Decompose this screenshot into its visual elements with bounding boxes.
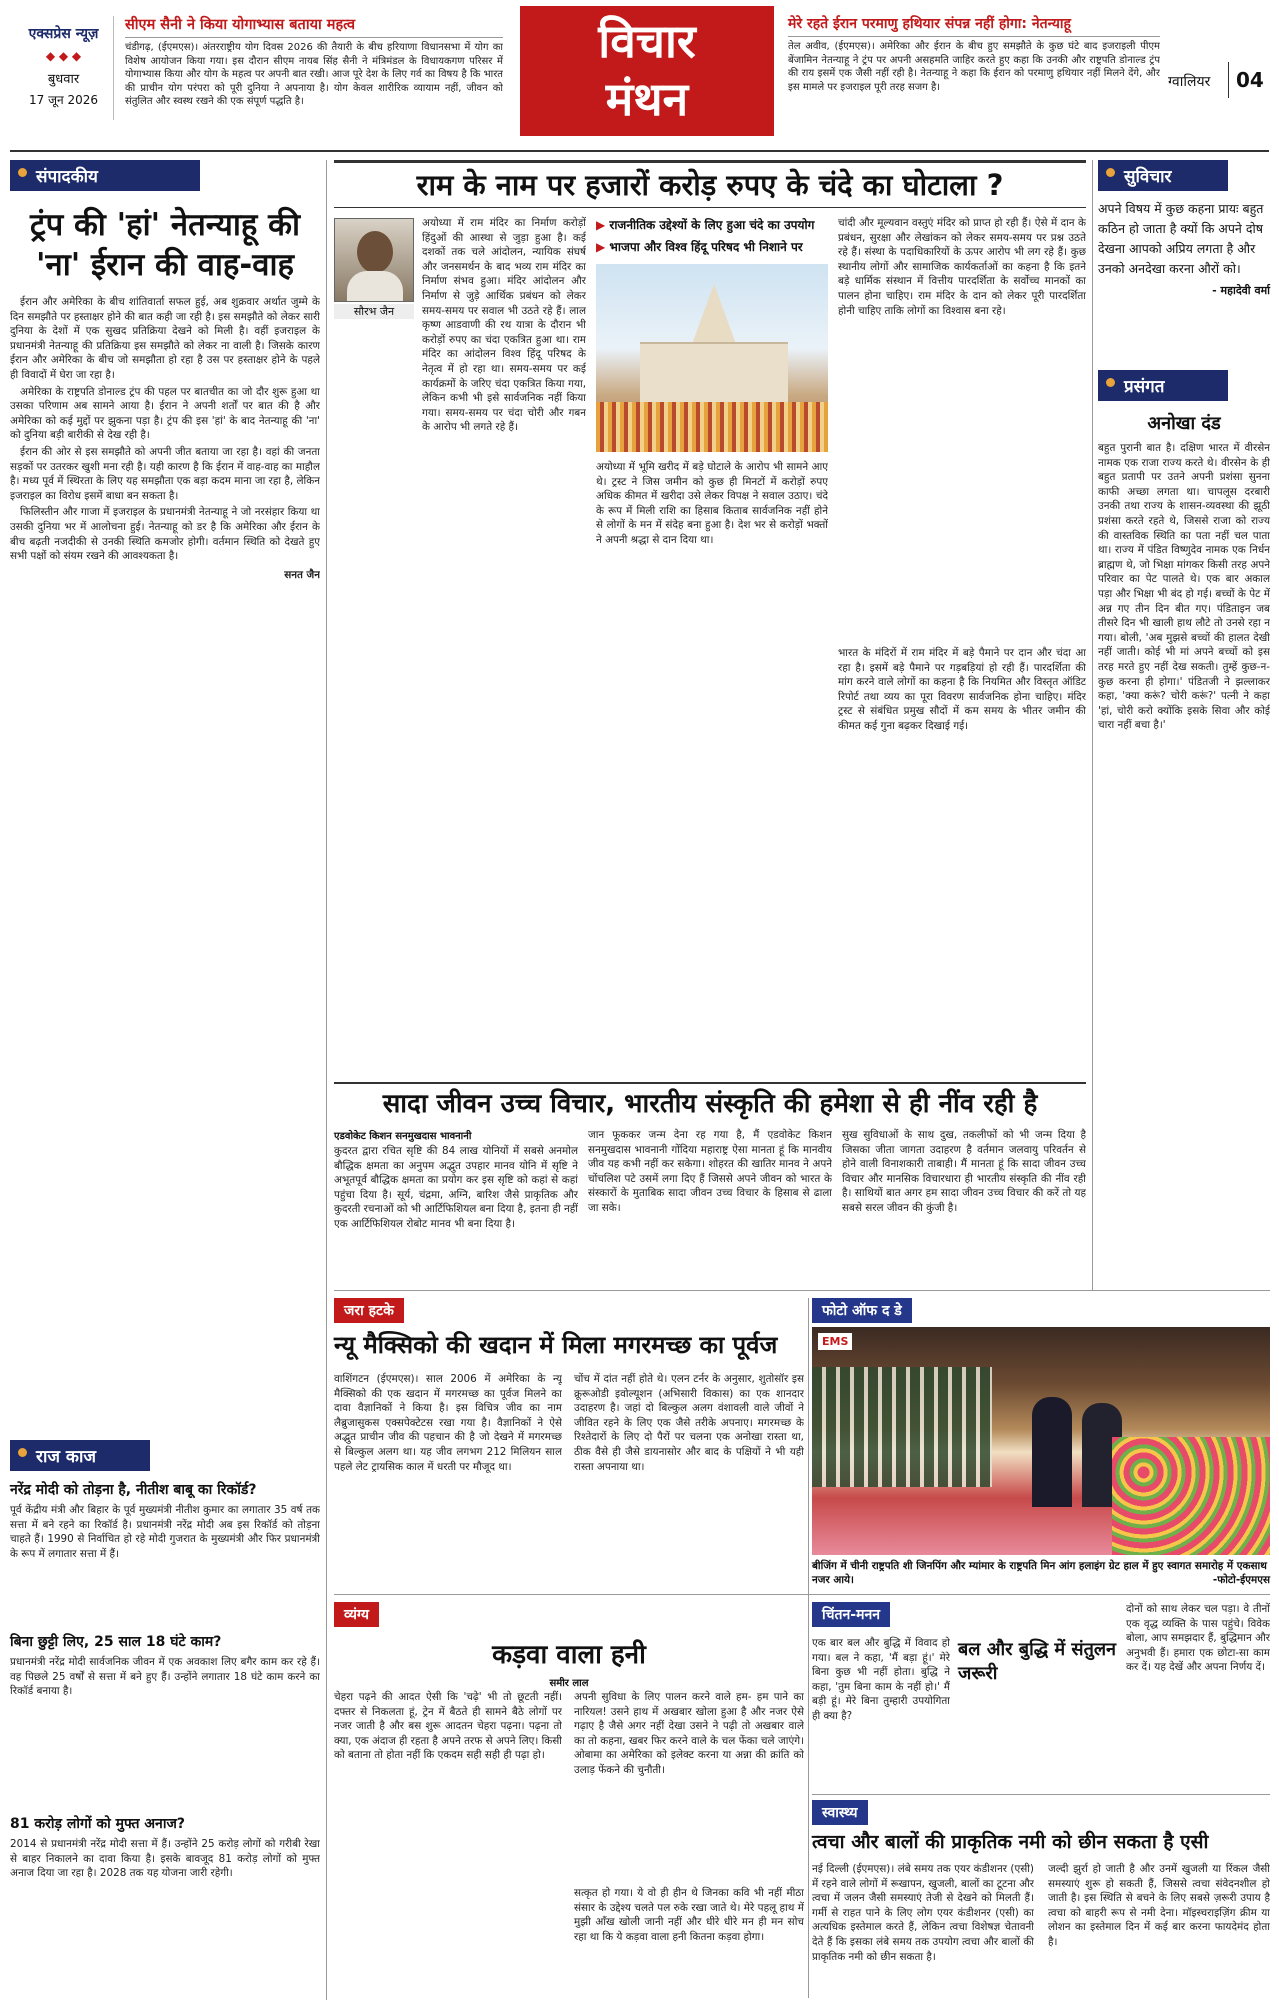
prasang-label: प्रसंगत [1098,370,1228,401]
editorial-label: संपादकीय [10,160,200,191]
top-story-right [788,14,1160,122]
chintan-col2: दोनों को साथ लेकर चल पड़ा। वे तीनों एक वृद्ध व्यक्ति के पास पहुंचे। विवेक बोला, आप समझदार हैं, बुद्धिमान और अनुभवी हैं। हमारा एक छोटा-सा काम कर दें। यह देखें और अपना निर्णय दें। [1126,1603,1270,1674]
day-label: बुधवार [47,72,80,87]
raaj-kaaj-text: प्रधानमंत्री नरेंद्र मोदी सार्वजनिक जीवन में एक अवकाश लिए बगैर काम कर रहे हैं। वह पिछले 25 वर्षों से सत्ता में बने हुए हैं। उन्होंने लगातार 18 घंटे काम करने का रिकॉर्ड बनाया है। [10,1656,320,1698]
raaj-kaaj-text: 2014 से प्रधानमंत्री नरेंद्र मोदी सत्ता में हैं। उन्होंने 25 करोड़ लोगों को गरीबी रेखा से बाहर निकालने का दावा किया है। इसके बावजूद 81 करोड़ लोगों को मुफ्त अनाज दिया जा रहा है। 2028 तक यह योजना जारी रहेगी। [10,1838,320,1880]
divider [1092,160,1093,1290]
main-story-col3: चांदी और मूल्यवान वस्तुएं मंदिर को प्राप्त हो रही हैं। ऐसे में दान के प्रबंधन, सुरक्षा और लेखांकन को लेकर समय-समय पर प्रश्न उठते रहे हैं। संस्था के पदाधिकारियों के ऊपर आरोप भी लग रहे हैं। कुछ स्थानीय लोगों और सामाजिक कार्यकर्ताओं का कहना है कि इतने बड़े धार्मिक संस्थान में वित्तीय पारदर्शिता के सर्वोच्च मानकों का पालन होना चाहिए। राम मंदिर के दान को लेकर पूरी पारदर्शिता होनी चाहिए ताकि लोगों का विश्वास बना रहे। [838,217,1086,317]
bullet-line [596,216,826,234]
divider [125,37,503,38]
photo-caption [812,1559,1270,1587]
swasthya-col2: जल्दी झुर्रा हो जाती है और उनमें खुजली या रिंकल जैसी समस्याएं शुरू हो सकती हैं, जिससे त्वचा संवेदनशील हो जाती है। इस स्थिति से बचने के लिए सबसे ज़रूरी उपाय है त्वचा को बाहरी रूप से नमी देना। मॉइस्चराइज़िंग क्रीम या लोशन का इस्तेमाल दिन में कई बार करना फायदेमंद होता है। [1048,1863,1270,1948]
divider [1228,62,1229,98]
bullets [596,216,826,256]
jara-hatke-section [334,1298,804,1588]
jara-hatke-col1: वाशिंगटन (ईएमएस)। साल 2006 में अमेरिका के न्यू मैक्सिको की एक खदान में मगरमच्छ का पूर्वज मिलने का दावा वैज्ञानिकों ने किया है। इस विचित्र जीव का नाम लैब्रुजासुकस एक्सपेक्टेटस रखा गया है। वैज्ञानिकों ने ऐसे अद्भुत प्राचीन जीव की पहचान की है जो देखने में मगरमच्छ से बिल्कुल अलग था। यह जीव लगभग 212 मिलियन साल पहले लेट ट्रायसिक काल में धरती पर मौजूद था। [334,1373,562,1473]
prasang-text: बहुत पुरानी बात है। दक्षिण भारत में वीरसेन नामक एक राजा राज्य करते थे। वीरसेन के ही बहुत प्रतापी पर उतने अपनी प्रशंसा सुनना काफी अच्छा लगता था। चापलूस दरबारी उनकी तथा राज्य के शासन-व्यवस्था की झूठी प्रशंसा करते रहते थे, जिससे राजा को राज्य की वास्तविक स्थिति का पता नहीं चल पाता था। राज्य में पंडित विष्णुदेव नामक एक निर्धन ब्राह्मण थे, जो भिक्षा मांगकर किसी तरह अपने परिवार का पेट पालते थे। एक बार अकाल पड़ा और भिक्षा भी बंद हो गई। बच्चों के पेट में अन्न गए तीन दिन बीत गए। पंडिताइन जब तीसरे दिन भी खाली हाथ लौटे तो उनसे रहा न गया। बोली, 'अब मुझसे बच्चों की हालत देखी नहीं जाती। कोई भी मां अपने बच्चों को इस तरह मरते हुए नहीं देख सकती। तुम्हें कुछ-न-कुछ करना ही होगा।' पंडितजी ने झल्लाकर कहा, 'क्या करूं? चोरी करूं?' पत्नी ने कहा 'हां, चोरी करो क्योंकि इसके सिवा और कोई चारा नहीं बचा है।' [1098,442,1270,732]
divider [812,1794,1270,1795]
jara-hatke-col2: चोंच में दांत नहीं होते थे। एलन टर्नर के अनुसार, शुतोसॉर इस क्रूरूओडी इवोल्यूशन (अभिसारी विकास) का एक शानदार उदाहरण है। जहां दो बिल्कुल अलग वंशावली वाले जीवों ने जीवित रहने के लिए एक जैसे तरीके अपनाए। मगरमच्छ के रिश्तेदारों के लिए दो पैरों पर चलना एक अनोखा रास्ता था, ठीक वैसे ही जैसे डायनासोर और बाद के पक्षियों ने भी यही रास्ता अपनाया था। [574,1373,804,1473]
avatar [357,231,393,273]
prasang-headline: अनोखा दंड [1147,413,1221,434]
second-story-col1: कुदरत द्वारा रचित सृष्टि की 84 लाख योनियों में सबसे अनमोल बौद्धिक क्षमता का अनुपम अद्भुत उपहार मानव योनि में सृष्टि ने अभूतपूर्व बौद्धिक क्षमता का प्रयोग कर इस सृष्टि को कहां से कहां पहुंचा दिया है। सूर्य, चंद्रमा, अग्नि, बारिश जैसे प्राकृतिक और कुदरती रचनाओं को भी आर्टिफिशियल बना दिया है, इतना ही नहीं एक आर्टिफिशियल रोबोट मानव भी बना दिया है। [334,1145,578,1230]
photo-of-day-label: फोटो ऑफ द डे [812,1298,912,1323]
raaj-kaaj-text: पूर्व केंद्रीय मंत्री और बिहार के पूर्व मुख्यमंत्री नीतीश कुमार का लगातार 35 वर्ष तक सत्ता में बने रहने का रिकॉर्ड है। प्रधानमंत्री नरेंद्र मोदी अब इस रिकॉर्ड को तोड़ना चाहते हैं। 1990 से निर्वाचित हो रहे मोदी गुजरात के मुख्यमंत्री और फिर प्रधानमंत्री के रूप में लगातार सत्ता में हैं। [10,1504,320,1560]
raaj-kaaj-headline: बिना छुट्टी लिए, 25 साल 18 घंटे काम? [10,1634,222,1650]
photo-of-day-image [812,1327,1270,1555]
main-story-col1: अयोध्या में राम मंदिर का निर्माण करोड़ों हिंदुओं की आस्था से जुड़ा हुआ है। कई दशकों तक चले आंदोलन, न्यायिक संघर्ष और जनसमर्थन के बाद भव्य राम मंदिर का निर्माण संभव हुआ। मंदिर आंदोलन और निर्माण से जुड़े आर्थिक प्रबंधन को लेकर समय-समय पर सवाल भी उठते रहे हैं। लाल कृष्ण आडवाणी की रथ यात्रा के दौरान भी करोड़ों रुपए का चंदा एकत्रित हुआ था। राम मंदिर का आंदोलन विश्व हिंदू परिषद के नेतृत्व में हो रहा था। समय-समय पर कई कार्यक्रमों के जरिए चंदा एकत्रित किया गया, लेकिन कभी भी इसे सार्वजनिक नहीं किया गया। समय-समय पर चंदा चोरी और गबन के आरोप भी लगते रहे हैं। [422,217,586,434]
editorial-author: सनत जैन [284,568,320,581]
editorial-section [10,160,320,1430]
editorial-paragraph: अमेरिका के राष्ट्रपति डोनाल्ड ट्रंप की पहल पर बातचीत का जो दौर शुरू हुआ था उसका परिणाम अब सामने आया है। ईरान ने अपनी शर्तों पर बात की है और अमेरिका को कई मुद्दों पर झुकना पड़ा है। ट्रंप की इस 'हां' के बाद नेतन्याहू की 'ना' को दुनिया बड़ी बारीकी से देख रही है। [10,385,320,442]
second-story-col2: जान फूककर जन्म देना रह गया है, मैं एडवोकेट किशन सनमुखदास भावनानी गोंदिया महाराष्ट्र ऐसा मानता हूं कि मानवीय जीव यह कभी नहीं कर सकेगा। शोहरत की खातिर मानव ने अपने चोंचलिश पटे उसमें लगा दिए हैं जिससे अपने जीवन को भारत के संस्कारों के मुताबिक सादा जीवन उच्च विचार के हिसाब से ढाला जा सके। [588,1129,832,1214]
chintan-headline: बल और बुद्धि में संतुलन जरूरी [958,1639,1117,1684]
ornament-icon: ◆ ◆ ◆ [45,49,82,63]
masthead [0,0,1279,150]
photo-caption-text: बीजिंग में चीनी राष्ट्रपति शी जिनपिंग और म्यांमार के राष्ट्रपति मिन आंग हलाइंग ग्रेट हाल में हुए स्वागत समारोह में एकसाथ नजर आये। [812,1560,1267,1586]
date-label: 17 जून 2026 [28,93,98,107]
vyangya-col2: अपनी सुविधा के लिए पालन करने वाले हम- हम पाने का नारियल! उसने हाथ में अखबार खोला हुआ है और नजर ऐसे गढ़ाए है जैसे अगर नहीं देखा उसने ने पढ़ी तो अखबार वाले का तो कहना, खबर फिर करने वाले के चल फेंका चले जाएंगे। ओबामा का अमेरिका को इलेक्ट करना या अन्ना की क्रांति को उलाड़ फेंकने की चुनौती। [574,1691,804,1776]
divider [808,1298,809,1998]
bullet-icon: ▶ [596,240,610,254]
suvichar-section [1098,160,1270,370]
second-story-author: एडवोकेट किशन सनमुखदास भावनानी [334,1131,472,1142]
top-story-left [125,14,503,122]
main-story [334,160,1086,1080]
avatar-body [347,271,403,301]
raaj-kaaj-item [10,1481,320,1623]
top-story-right-text: तेल अवीव, (ईएमएस)। अमेरिका और ईरान के बीच हुए समझौते के कुछ घंटे बाद इजराइली पीएम बेंजामिन नेतन्याहू ने ट्रंप पर अपनी असहमति जाहिर करते हुए कहा कि उनकी और राष्ट्रपति डोनाल्ड ट्रंप की राय इसमें एक जैसी नहीं रही है। नेतन्याहू ने कहा कि ईरान को परमाणु हथियार नहीं मिलने देंगे, और इस मामले पर इजराइल पूरी तरह सजग है। [788,41,1160,93]
date-box [14,16,114,120]
swasthya-col1: नई दिल्ली (ईएमएस)। लंबे समय तक एयर कंडीशनर (एसी) में रहने वाले लोगों में रूखापन, खुजली, बालों का टूटना और त्वचा में जलन जैसी समस्याएं तेजी से देखने को मिलती हैं। गर्मी से राहत पाने के लिए लोग एयर कंडीशनर (एसी) का अत्यधिक इस्तेमाल करते हैं, लेकिन त्वचा विशेषज्ञ चेतावनी देते हैं कि इसका लंबे समय तक उपयोग त्वचा और बालों की प्राकृतिक नमी को छीन सकता है। [812,1863,1034,1963]
section-title-block [520,6,774,136]
suvichar-author: - महादेवी वर्मा [1212,284,1270,297]
swasthya-section [812,1800,1270,2002]
raaj-kaaj-headline: नरेंद्र मोदी को तोड़ना है, नीतीश बाबू का रिकॉर्ड? [10,1482,257,1498]
vyangya-author: समीर लाल [549,1678,589,1689]
chintan-col1: एक बार बल और बुद्धि में विवाद हो गया। बल ने कहा, 'मैं बड़ा हूं।' मेरे बिना कुछ भी नहीं होता। बुद्धि ने कहा, 'तुम बिना काम के नहीं हो।' मैं बड़ी हूं। मेरे बिना तुम्हारी उपयोगिता ही क्या है? [812,1637,950,1722]
swasthya-headline: त्वचा और बालों की प्राकृतिक नमी को छीन सकता है एसी [812,1831,1209,1853]
raaj-kaaj-item [10,1815,320,1947]
photo-of-day-section [812,1298,1270,1598]
suvichar-text: अपने विषय में कुछ कहना प्रायः बहुत कठिन हो जाता है क्यों कि अपने दोष देखना आपको अप्रिय लगता है और उनको अनदेखा करना औरों को। [1098,201,1264,276]
temple-spire [692,284,736,344]
editorial-paragraph: फिलिस्तीन और गाजा में इजराइल के प्रधानमंत्री नेतन्याहू ने जो नरसंहार किया था उसकी दुनिया भर में आलोचना हुई। नेतन्याहू को डर है कि अमेरिका और ईरान के बीच बढ़ती नजदीकी से उनकी स्थिति कमजोर होगी। वर्तमान स्थिति को देखते हुए सभी पक्षों को संयम रखने की आवश्यकता है। [10,506,320,563]
vyangya-col3: सत्कृत हो गया। ये वो ही हीन थे जिनका कवि भी नहीं मीठा संसार के उद्देश्य चलते पल रुके रखा जाते थे। मेरे पहलू हाथ में मुझी आँख खोली जानी नहीं और धीरे धीरे मन ही मन सोच रहा था कि ये कड़वा वाला हनी कितना कड़वा होगा। [574,1887,804,1943]
raaj-kaaj-section [10,1440,320,2000]
chintan-label: चिंतन-मनन [812,1602,890,1627]
top-story-right-headline: मेरे रहते ईरान परमाणु हथियार संपन्न नहीं होगा: नेतन्याहू [788,16,1071,32]
section-title-line1: विचार [598,14,696,68]
second-story [334,1082,1086,1282]
raaj-kaaj-item [10,1633,320,1805]
photo-credit: -फोटो-ईएमएस [1212,1574,1270,1586]
bullet-text: राजनीतिक उद्देश्यों के लिए हुआ चंदे का उपयोग [609,218,815,232]
bullet-icon: ▶ [596,218,610,232]
raaj-kaaj-label: राज काज [10,1440,150,1471]
divider [326,160,327,2000]
temple-photo [596,264,828,452]
vyangya-label: व्यंग्य [334,1602,379,1627]
guard-row [812,1367,992,1487]
top-story-left-text: चंडीगढ़, (ईएमएस)। अंतरराष्ट्रीय योग दिवस 2026 की तैयारी के बीच हरियाणा विधानसभा में योग का विशेष आयोजन किया गया। इस दौरान सीएम नायब सिंह सैनी ने मंत्रिमंडल के विधायकगण परिसर में योगाभ्यास किया और योग के महत्व पर अपनी बात रखी। आज पूरे देश के लिए गर्व का विषय है कि भारत की प्राचीन योग परंपरा को पूरी दुनिया ने अपनाया है। योग केवल शारीरिक व्यायाम नहीं, जीवन को संतुलित और स्वस्थ रखने की एक संपूर्ण पद्धति है। [125,42,503,108]
divider [334,1594,1270,1595]
main-story-headline: राम के नाम पर हजारों करोड़ रुपए के चंदे का घोटाला ? [334,160,1086,208]
page-number: 04 [1236,68,1264,92]
author-photo [334,218,414,302]
masthead-rule [10,150,1269,152]
flowers [1112,1437,1270,1555]
leader-figure [1032,1397,1072,1507]
vyangya-col1: चेहरा पढ़ने की आदत ऐसी कि 'चढ़े' भी तो छूटती नहीं। दफ्तर से निकलता हूं, ट्रेन में बैठते ही सामने बैठे लोगों पर नजर जाती है और बस शुरू आदतन चेहरा पढ़ना। पढ़ना तो क्या, एक अंदाज ही रहता है अपने तरफ से अपने लिए। किसी को बताना तो होता नहीं कि एकदम सही सही ही पढ़ा हो। [334,1691,562,1762]
editorial-paragraph: ईरान की ओर से इस समझौते को अपनी जीत बताया जा रहा है। वहां की जनता सड़कों पर उतरकर खुशी मना रही है। यही कारण है कि ईरान में वाह-वाह का माहौल है। मध्य पूर्व में स्थिरता के लिए यह समझौता एक बड़ा कदम माना जा रहा है, लेकिन इजराइल का विरोध इसमें बाधा बन सकता है। [10,445,320,502]
main-story-col2: अयोध्या में भूमि खरीद में बड़े घोटाले के आरोप भी सामने आए थे। ट्रस्ट ने जिस जमीन को कुछ ही मिनटों में करोड़ों रुपए अधिक कीमत में खरीदा उसे लेकर विपक्ष ने सवाल उठाए। चंदे के रूप में मिली राशि का हिसाब किताब सार्वजनिक नहीं होने से लोगों के मन में संदेह बना हुआ है। देश भर से करोड़ों भक्तों ने अपनी श्रद्धा से दान दिया था। [596,461,828,546]
top-story-left-headline: सीएम सैनी ने किया योगाभ्यास बताया महत्व [125,17,356,33]
second-story-col3: सुख सुविधाओं के साथ दुख, तकलीफों को भी जन्म दिया है जिसका जीता जागता उदाहरण है वर्तमान जलवायु परिवर्तन से होने वाली विनाशकारी ताबाही। मैं मानता हूं कि सादा जीवन उच्च विचार और मानसिक विचारधारा ही भारतीय संस्कृति की नींव रही है। साथियों बात अगर हम सादा जीवन उच्च विचार की करें तो यह सबसे सरल जीवन की कुंजी है। [842,1129,1086,1214]
paper-name: एक्सप्रेस न्यूज़ [28,26,99,42]
swasthya-label: स्वास्थ्य [812,1800,868,1825]
suvichar-label: सुविचार [1098,160,1228,191]
crowd [596,402,828,452]
jara-hatke-label: जरा हटके [334,1298,404,1323]
prasang-section [1098,370,1270,1290]
ems-logo: EMS [818,1333,852,1350]
editorial-body [10,295,320,1415]
city-label: ग्वालियर [1168,74,1211,90]
raaj-kaaj-headline: 81 करोड़ लोगों को मुफ्त अनाज? [10,1816,185,1832]
chintan-section [812,1602,1270,1792]
bullet-line [596,238,826,256]
section-title-line2: मंथन [605,72,689,126]
divider [334,1290,1270,1291]
vyangya-section [334,1602,804,2002]
bullet-text: भाजपा और विश्व हिंदू परिषद भी निशाने पर [609,240,803,254]
editorial-headline: ट्रंप की 'हां' नेतन्याहू की 'ना' ईरान की वाह-वाह [29,207,301,283]
temple-body [640,342,788,402]
author-name: सौरभ जैन [334,304,414,319]
divider [788,36,1160,37]
editorial-paragraph: ईरान और अमेरिका के बीच शांतिवार्ता सफल हुई, अब शुक्रवार अर्थात जुम्मे के दिन समझौते पर हस्ताक्षर होने की बात कही जा रही है। इस समझौते को लेकर सारी दुनिया के देशों में एक सुखद प्रतिक्रिया देखने को मिली है। वहीं इजराइल के प्रधानमंत्री नेतन्याहू की प्रतिक्रिया इस समझौते को लेकर ना वाली है। जिसके कारण ईरान और अमेरिका के बीच जो समझौता हो रहा है उस पर हस्ताक्षर होने के पहले ही विवादों में घेरा जा रहा है। [10,296,320,381]
jara-hatke-headline: न्यू मैक्सिको की खदान में मिला मगरमच्छ का पूर्वज [334,1331,778,1359]
second-story-headline: सादा जीवन उच्च विचार, भारतीय संस्कृति की हमेशा से ही नींव रही है [334,1082,1086,1124]
main-story-col4: भारत के मंदिरों में राम मंदिर में बड़े पैमाने पर दान और चंदा आ रहा है। इसमें बड़े पैमाने पर गड़बड़ियां हो रही हैं। पारदर्शिता की मांग करने वाले लोगों का कहना है कि नियमित और विस्तृत ऑडिट रिपोर्ट तथा व्यय का पूरा विवरण सार्वजनिक होना चाहिए। मंदिर ट्रस्ट से संबंधित प्रमुख सौदों में कम समय के भीतर जमीन की कीमत कई गुना बढ़कर दिखाई गई। [838,647,1086,732]
vyangya-headline: कड़वा वाला हनी [492,1640,646,1670]
